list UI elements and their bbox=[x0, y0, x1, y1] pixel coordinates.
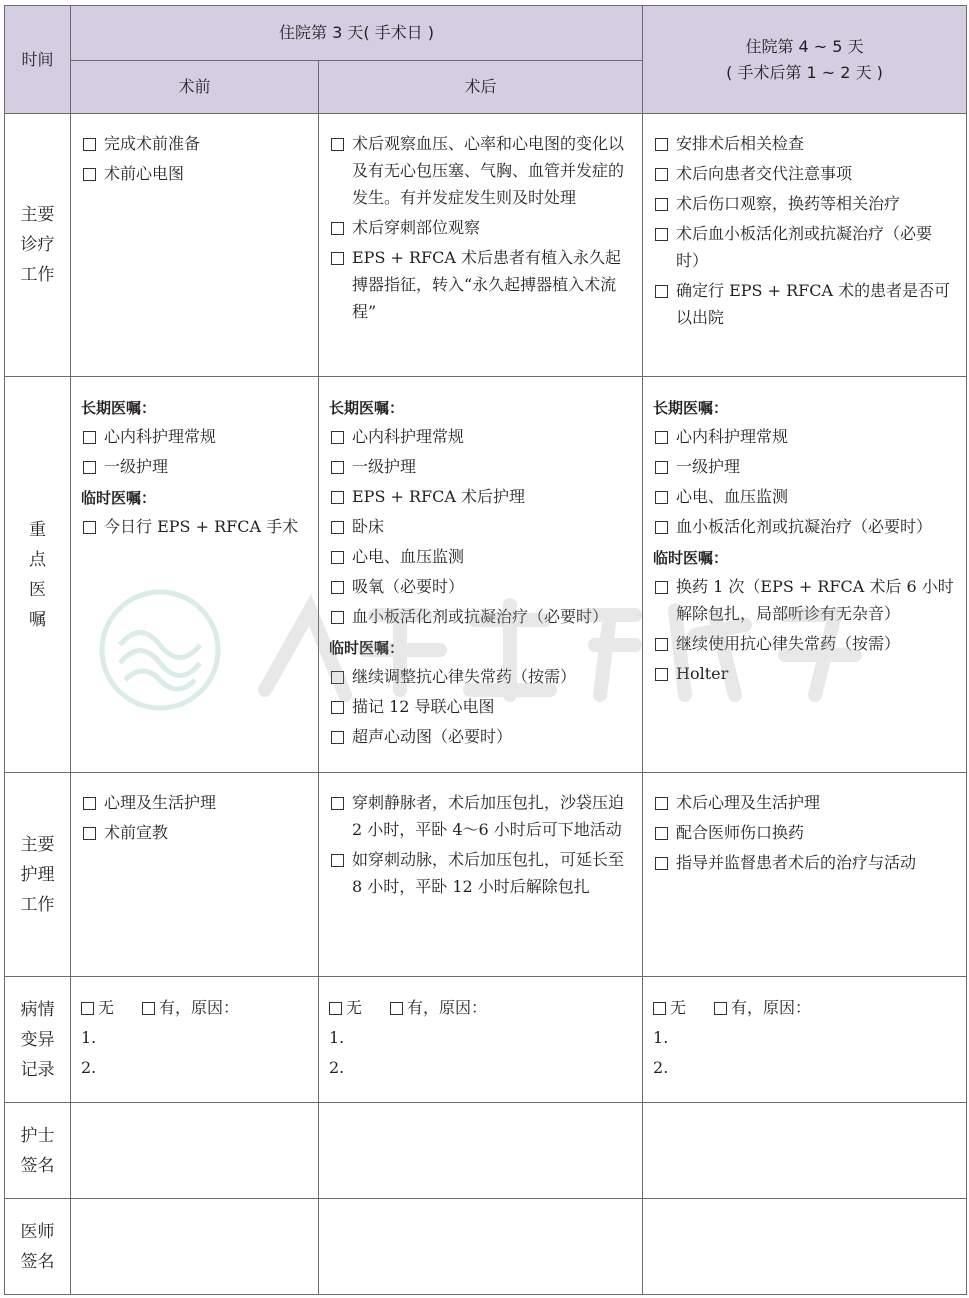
doctor-signature-pre[interactable] bbox=[71, 1199, 319, 1295]
variance-line-2[interactable]: 2. bbox=[81, 1058, 97, 1077]
checklist-item: 安排术后相关检查 bbox=[653, 130, 956, 157]
long-term-orders-heading: 长期医嘱： bbox=[81, 399, 157, 417]
checklist-item: 术后向患者交代注意事项 bbox=[653, 160, 956, 187]
checklist-item: 心内科护理常规 bbox=[329, 423, 632, 450]
row-label-line: 工作 bbox=[20, 894, 55, 915]
checkbox[interactable] bbox=[655, 797, 668, 810]
variance-line-2[interactable]: 2. bbox=[329, 1058, 345, 1077]
checkbox[interactable] bbox=[655, 461, 668, 474]
checklist-item: Holter bbox=[653, 660, 956, 687]
doctor-signature-post[interactable] bbox=[319, 1199, 643, 1295]
main-work-row bbox=[5, 114, 967, 377]
nursing-row bbox=[5, 773, 967, 977]
checklist-item: 心电、血压监测 bbox=[653, 483, 956, 510]
row-label-line: 点 bbox=[29, 549, 46, 570]
main-work-pre bbox=[71, 114, 319, 377]
checklist-item: 术后心理及生活护理 bbox=[653, 789, 956, 816]
checklist-item: 穿刺静脉者，术后加压包扎，沙袋压迫 2 小时，平卧 4～6 小时后可下地活动 bbox=[329, 789, 632, 843]
checklist-item: 完成术前准备 bbox=[81, 130, 308, 157]
checklist-item: 心内科护理常规 bbox=[653, 423, 956, 450]
checklist-item: 如穿刺动脉，术后加压包扎，可延长至 8 小时，平卧 12 小时后解除包扎 bbox=[329, 846, 632, 900]
checkbox[interactable] bbox=[331, 854, 344, 867]
row-label-line: 工作 bbox=[20, 265, 55, 285]
day3-header: 住院第 3 天( 手术日 ) bbox=[71, 6, 643, 61]
checkbox[interactable] bbox=[331, 551, 344, 564]
nurse-signature-label bbox=[5, 1103, 71, 1199]
temporary-orders-heading: 临时医嘱： bbox=[653, 549, 729, 567]
checklist-item: 卧床 bbox=[329, 513, 632, 540]
checklist-item: 心内科护理常规 bbox=[81, 423, 308, 450]
day45-header-line2: ( 手术后第 1 ~ 2 天 ) bbox=[726, 62, 883, 82]
variance-yes-label: 有，原因： bbox=[159, 998, 240, 1017]
variance-row bbox=[5, 977, 967, 1103]
row-label-line: 记录 bbox=[20, 1059, 55, 1080]
checklist-item: 术前宣教 bbox=[81, 819, 308, 846]
variance-none-checkbox[interactable] bbox=[653, 1002, 666, 1015]
checkbox[interactable] bbox=[655, 668, 668, 681]
variance-day45 bbox=[643, 977, 967, 1103]
checklist-item: 继续使用抗心律失常药（按需） bbox=[653, 630, 956, 657]
clinical-pathway-table bbox=[4, 5, 967, 1295]
checklist-item: 一级护理 bbox=[653, 453, 956, 480]
checklist-item: 一级护理 bbox=[329, 453, 632, 480]
checklist-item: 吸氧（必要时） bbox=[329, 573, 632, 600]
checklist-item: 术后伤口观察，换药等相关治疗 bbox=[653, 190, 956, 217]
checkbox[interactable] bbox=[331, 671, 344, 684]
post-op-header: 术后 bbox=[319, 61, 643, 114]
orders-row bbox=[5, 377, 967, 773]
checklist-item: EPS + RFCA 术后护理 bbox=[329, 483, 632, 510]
checkbox[interactable] bbox=[331, 611, 344, 624]
checkbox[interactable] bbox=[655, 431, 668, 444]
nurse-signature-post[interactable] bbox=[319, 1103, 643, 1199]
checkbox[interactable] bbox=[331, 581, 344, 594]
checkbox[interactable] bbox=[83, 138, 96, 151]
checkbox[interactable] bbox=[655, 285, 668, 298]
variance-none-checkbox[interactable] bbox=[81, 1002, 94, 1015]
checkbox[interactable] bbox=[331, 701, 344, 714]
checklist-item: 心电、血压监测 bbox=[329, 543, 632, 570]
checkbox[interactable] bbox=[655, 581, 668, 594]
checklist-item: 指导并监督患者术后的治疗与活动 bbox=[653, 849, 956, 876]
main-work-label bbox=[5, 114, 71, 377]
checkbox[interactable] bbox=[655, 138, 668, 151]
variance-options bbox=[81, 993, 308, 1023]
checklist-item: 术后穿刺部位观察 bbox=[329, 214, 632, 241]
orders-label bbox=[5, 377, 71, 773]
row-label-line: 签名 bbox=[20, 1155, 55, 1176]
row-label-line: 诊疗 bbox=[20, 235, 55, 255]
doctor-signature-row bbox=[5, 1199, 967, 1295]
nurse-signature-day45[interactable] bbox=[643, 1103, 967, 1199]
nurse-signature-row bbox=[5, 1103, 967, 1199]
variance-yes-checkbox[interactable] bbox=[142, 1002, 155, 1015]
checklist-item: 确定行 EPS + RFCA 术的患者是否可以出院 bbox=[653, 277, 956, 331]
temporary-orders-heading: 临时医嘱： bbox=[329, 639, 405, 657]
variance-yes-label: 有，原因： bbox=[407, 998, 488, 1017]
variance-pre bbox=[71, 977, 319, 1103]
row-label-line: 主要 bbox=[20, 834, 55, 855]
checkbox[interactable] bbox=[331, 797, 344, 810]
variance-yes-checkbox[interactable] bbox=[714, 1002, 727, 1015]
checkbox[interactable] bbox=[655, 168, 668, 181]
checklist-item: 血小板活化剂或抗凝治疗（必要时） bbox=[653, 513, 956, 540]
row-label-line: 医师 bbox=[20, 1221, 55, 1242]
temporary-orders-heading: 临时医嘱： bbox=[81, 489, 157, 507]
variance-line-2[interactable]: 2. bbox=[653, 1058, 669, 1077]
row-label-line: 变异 bbox=[20, 1029, 55, 1050]
variance-options bbox=[653, 993, 956, 1023]
checklist-item: 心理及生活护理 bbox=[81, 789, 308, 816]
nursing-label bbox=[5, 773, 71, 977]
checklist-item: 换药 1 次（EPS + RFCA 术后 6 小时解除包扎，局部听诊有无杂音） bbox=[653, 573, 956, 627]
variance-line-1[interactable]: 1. bbox=[329, 1028, 345, 1047]
row-label-line: 病情 bbox=[20, 999, 55, 1020]
variance-post bbox=[319, 977, 643, 1103]
checkbox[interactable] bbox=[655, 827, 668, 840]
row-label-line: 签名 bbox=[20, 1251, 55, 1272]
day45-header bbox=[643, 6, 967, 114]
orders-day45 bbox=[643, 377, 967, 773]
checkbox[interactable] bbox=[655, 638, 668, 651]
nursing-day45 bbox=[643, 773, 967, 977]
orders-post bbox=[319, 377, 643, 773]
long-term-orders-heading: 长期医嘱： bbox=[653, 399, 729, 417]
checklist-item: 血小板活化剂或抗凝治疗（必要时） bbox=[329, 603, 632, 630]
checkbox[interactable] bbox=[331, 138, 344, 151]
checkbox[interactable] bbox=[655, 521, 668, 534]
checkbox[interactable] bbox=[655, 857, 668, 870]
checklist-item: EPS + RFCA 术后患者有植入永久起搏器指征，转入“永久起搏器植入术流程” bbox=[329, 244, 632, 325]
variance-none-checkbox[interactable] bbox=[329, 1002, 342, 1015]
variance-none-label: 无 bbox=[98, 998, 115, 1017]
checkbox[interactable] bbox=[655, 228, 668, 241]
day45-header-line1: 住院第 4 ~ 5 天 bbox=[745, 36, 864, 56]
checklist-item: 术前心电图 bbox=[81, 160, 308, 187]
checklist-item: 描记 12 导联心电图 bbox=[329, 693, 632, 720]
checkbox[interactable] bbox=[331, 222, 344, 235]
variance-line-1[interactable]: 1. bbox=[653, 1028, 669, 1047]
time-header: 时间 bbox=[5, 6, 71, 114]
main-work-post bbox=[319, 114, 643, 377]
checkbox[interactable] bbox=[83, 431, 96, 444]
checklist-item: 一级护理 bbox=[81, 453, 308, 480]
checklist-item: 术后血小板活化剂或抗凝治疗（必要时） bbox=[653, 220, 956, 274]
row-label-line: 重 bbox=[29, 519, 46, 540]
checkbox[interactable] bbox=[331, 491, 344, 504]
doctor-signature-label bbox=[5, 1199, 71, 1295]
nursing-post bbox=[319, 773, 643, 977]
checklist-item: 超声心动图（必要时） bbox=[329, 723, 632, 750]
checkbox[interactable] bbox=[83, 827, 96, 840]
orders-pre bbox=[71, 377, 319, 773]
nursing-pre bbox=[71, 773, 319, 977]
checkbox[interactable] bbox=[83, 168, 96, 181]
variance-options bbox=[329, 993, 632, 1023]
pre-op-header: 术前 bbox=[71, 61, 319, 114]
checklist-item: 继续调整抗心律失常药（按需） bbox=[329, 663, 632, 690]
checkbox[interactable] bbox=[83, 797, 96, 810]
variance-label bbox=[5, 977, 71, 1103]
main-work-day45 bbox=[643, 114, 967, 377]
doctor-signature-day45[interactable] bbox=[643, 1199, 967, 1295]
checkbox[interactable] bbox=[331, 521, 344, 534]
checkbox[interactable] bbox=[331, 252, 344, 265]
checkbox[interactable] bbox=[83, 521, 96, 534]
checklist-item: 今日行 EPS + RFCA 手术 bbox=[81, 513, 308, 540]
variance-line-1[interactable]: 1. bbox=[81, 1028, 97, 1047]
variance-yes-checkbox[interactable] bbox=[390, 1002, 403, 1015]
variance-none-label: 无 bbox=[346, 998, 363, 1017]
checklist-item: 术后观察血压、心率和心电图的变化以及有无心包压塞、气胸、血管并发症的发生。有并发症发生则及时处理 bbox=[329, 130, 632, 211]
variance-none-label: 无 bbox=[670, 998, 687, 1017]
long-term-orders-heading: 长期医嘱： bbox=[329, 399, 405, 417]
checkbox[interactable] bbox=[331, 731, 344, 744]
row-label-line: 护理 bbox=[20, 864, 55, 885]
checkbox[interactable] bbox=[331, 461, 344, 474]
checkbox[interactable] bbox=[83, 461, 96, 474]
row-label-line: 嘱 bbox=[29, 609, 46, 630]
row-label-line: 主要 bbox=[20, 205, 55, 225]
checklist-item: 配合医师伤口换药 bbox=[653, 819, 956, 846]
variance-yes-label: 有，原因： bbox=[731, 998, 812, 1017]
row-label-line: 护士 bbox=[20, 1125, 55, 1146]
checkbox[interactable] bbox=[655, 491, 668, 504]
nurse-signature-pre[interactable] bbox=[71, 1103, 319, 1199]
checkbox[interactable] bbox=[331, 431, 344, 444]
checkbox[interactable] bbox=[655, 198, 668, 211]
row-label-line: 医 bbox=[29, 579, 46, 600]
